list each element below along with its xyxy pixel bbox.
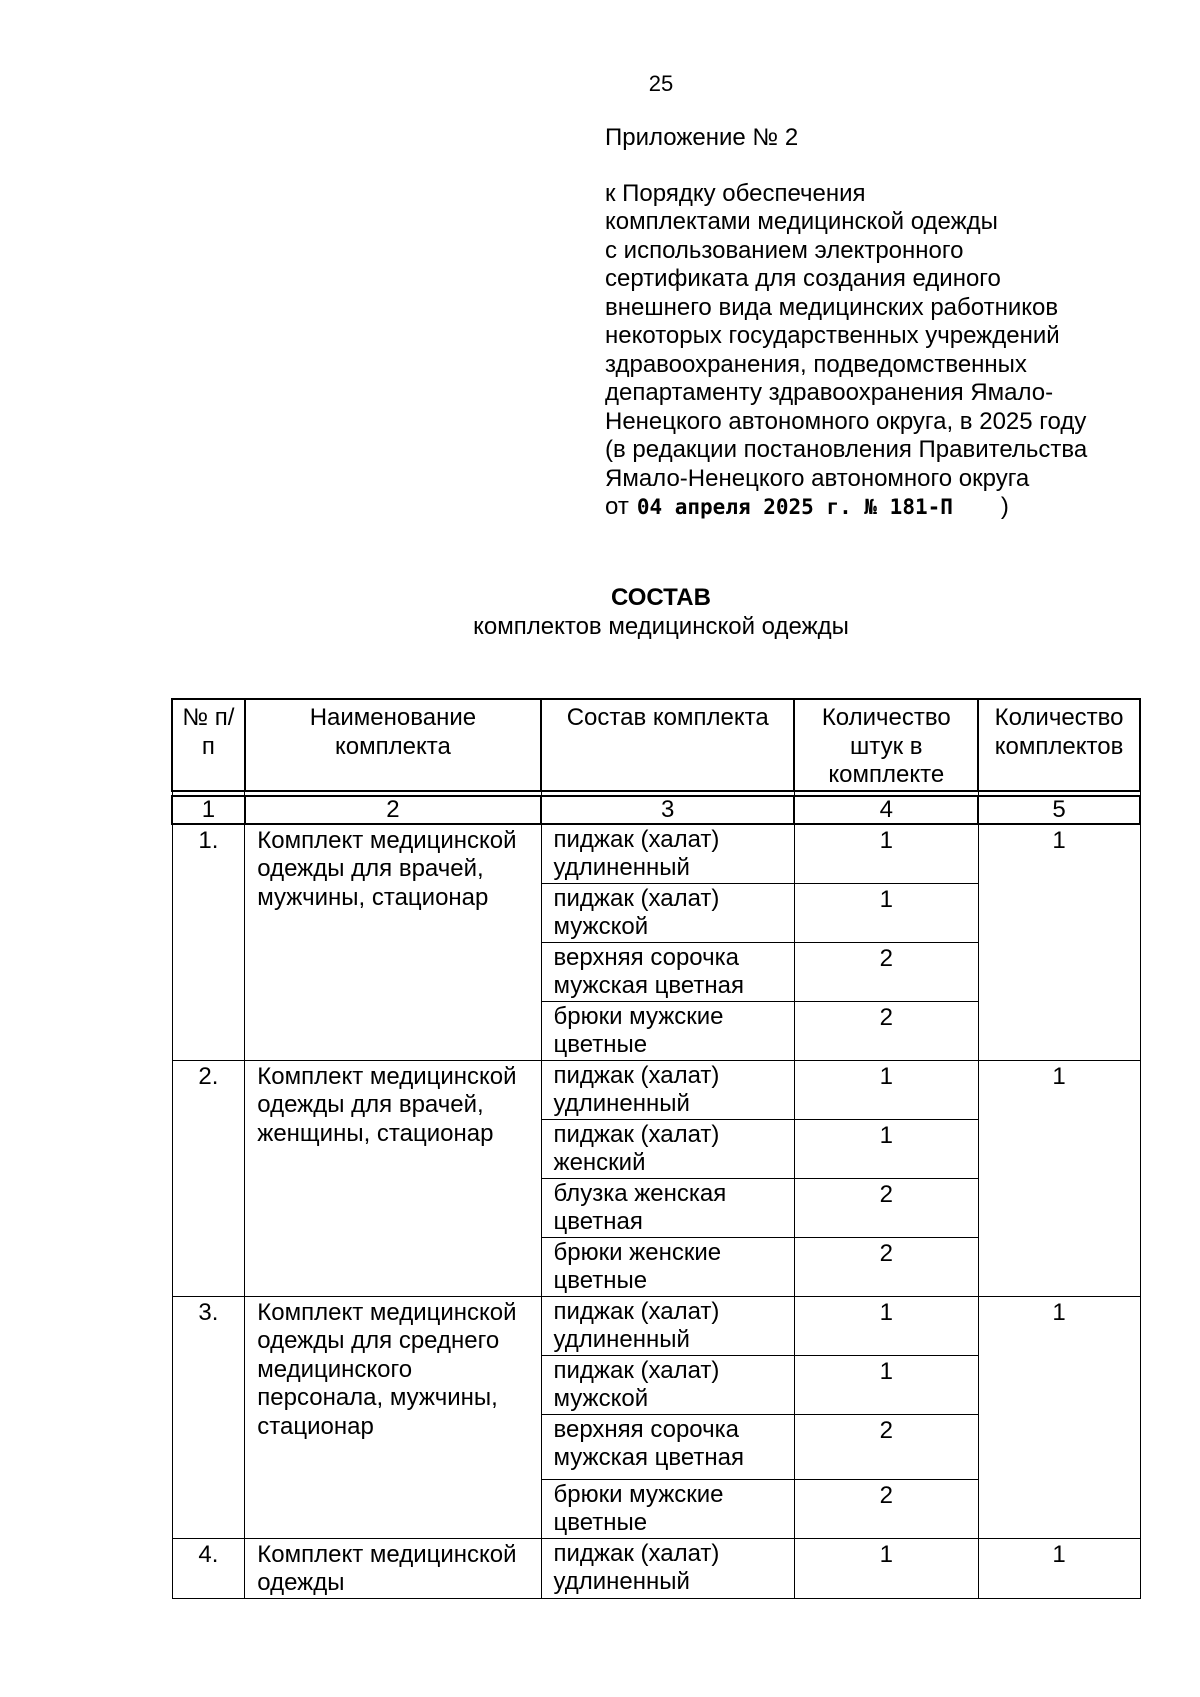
kits-quantity: 1 — [978, 1296, 1140, 1538]
header-kits-quantity: Количество комплектов — [978, 699, 1140, 791]
row-number: 1. — [172, 824, 245, 1061]
kits-quantity: 1 — [978, 1060, 1140, 1296]
appendix-line: с использованием электронного — [605, 236, 964, 264]
item-quantity: 1 — [794, 1060, 978, 1119]
kit-item: пиджак (халат) удлиненный — [541, 1060, 794, 1119]
appendix-line: Ненецкого автономного округа, в 2025 году — [605, 407, 1087, 435]
kit-item: верхняя сорочка мужская цветная — [541, 942, 794, 1001]
document-title-sub: комплектов медицинской одежды — [473, 613, 849, 640]
kit-item: блузка женская цветная — [541, 1178, 794, 1237]
table-row — [172, 1296, 1140, 1355]
item-quantity: 2 — [794, 1414, 978, 1479]
appendix-line: внешнего вида медицинских работников — [605, 293, 1059, 321]
appendix-title: Приложение № 2 — [605, 124, 799, 151]
from-suffix: ) — [1000, 493, 1009, 520]
kit-item: пиджак (халат) удлиненный — [541, 824, 794, 884]
appendix-line: некоторых государственных учреждений — [605, 322, 1060, 349]
header-number: № п/п — [172, 699, 245, 791]
kit-item: пиджак (халат) мужской — [541, 883, 794, 942]
appendix-lines — [605, 180, 1165, 494]
appendix-line: (в редакции постановления Правительства — [605, 436, 1088, 463]
column-number-row — [172, 796, 1140, 824]
kit-name: Комплект медицинской одежды для врачей, женщины, стационар — [245, 1060, 541, 1296]
item-quantity: 1 — [794, 1296, 978, 1355]
kits-quantity: 1 — [978, 824, 1140, 1061]
kit-item: пиджак (халат) мужской — [541, 1355, 794, 1414]
column-number: 5 — [978, 796, 1140, 824]
item-quantity: 1 — [794, 1538, 978, 1598]
item-quantity: 2 — [794, 1001, 978, 1060]
item-quantity: 1 — [794, 883, 978, 942]
column-number: 2 — [245, 796, 541, 824]
header-kit-name: Наименование комплекта — [245, 699, 541, 791]
row-number: 4. — [172, 1538, 245, 1598]
from-prefix: от — [605, 493, 629, 520]
table-header-row — [172, 699, 1140, 791]
appendix-line: Ямало-Ненецкого автономного округа — [605, 464, 1030, 492]
kit-item: брюки мужские цветные — [541, 1479, 794, 1538]
item-quantity: 1 — [794, 1119, 978, 1178]
kit-item: пиджак (халат) удлиненный — [541, 1538, 794, 1598]
item-quantity: 2 — [794, 942, 978, 1001]
table-row — [172, 824, 1140, 884]
registration-number: 04 апреля 2025 г. № 181-П — [636, 495, 953, 519]
document-title-main: СОСТАВ — [611, 584, 711, 611]
registration-line — [605, 493, 1165, 522]
item-quantity: 2 — [794, 1178, 978, 1237]
header-kit-contents: Состав комплекта — [541, 699, 794, 791]
table-row — [172, 1060, 1140, 1119]
kit-item: пиджак (халат) удлиненный — [541, 1296, 794, 1355]
column-number: 1 — [172, 796, 245, 824]
row-number: 2. — [172, 1060, 245, 1296]
item-quantity: 1 — [794, 1355, 978, 1414]
kit-name: Комплект медицинской одежды для среднего медицинского персонала, мужчины, стационар — [245, 1296, 541, 1538]
item-quantity: 2 — [794, 1237, 978, 1296]
kit-item: брюки женские цветные — [541, 1237, 794, 1296]
kit-item: брюки мужские цветные — [541, 1001, 794, 1060]
appendix-block — [605, 124, 1165, 522]
document-title — [0, 583, 1200, 641]
kit-name: Комплект медицинской одежды — [245, 1538, 541, 1598]
appendix-line: к Порядку обеспечения — [605, 179, 866, 207]
table-row — [172, 1538, 1140, 1598]
kits-quantity: 1 — [978, 1538, 1140, 1598]
kit-item: верхняя сорочка мужская цветная — [541, 1414, 794, 1479]
appendix-line: здравоохранения, подведомственных — [605, 350, 1027, 378]
kits-table — [171, 698, 1141, 1599]
row-number: 3. — [172, 1296, 245, 1538]
item-quantity: 1 — [794, 824, 978, 884]
page-number: 25 — [648, 71, 674, 96]
header-items-quantity: Количество штук в комплекте — [794, 699, 978, 791]
kit-name: Комплект медицинской одежды для врачей, мужчины, стационар — [245, 824, 541, 1061]
appendix-line: комплектами медицинской одежды — [605, 208, 998, 235]
column-number: 4 — [794, 796, 978, 824]
kit-item: пиджак (халат) женский — [541, 1119, 794, 1178]
appendix-line: департаменту здравоохранения Ямало- — [605, 379, 1054, 406]
appendix-line: сертификата для создания единого — [605, 265, 1001, 292]
column-number: 3 — [541, 796, 794, 824]
item-quantity: 2 — [794, 1479, 978, 1538]
